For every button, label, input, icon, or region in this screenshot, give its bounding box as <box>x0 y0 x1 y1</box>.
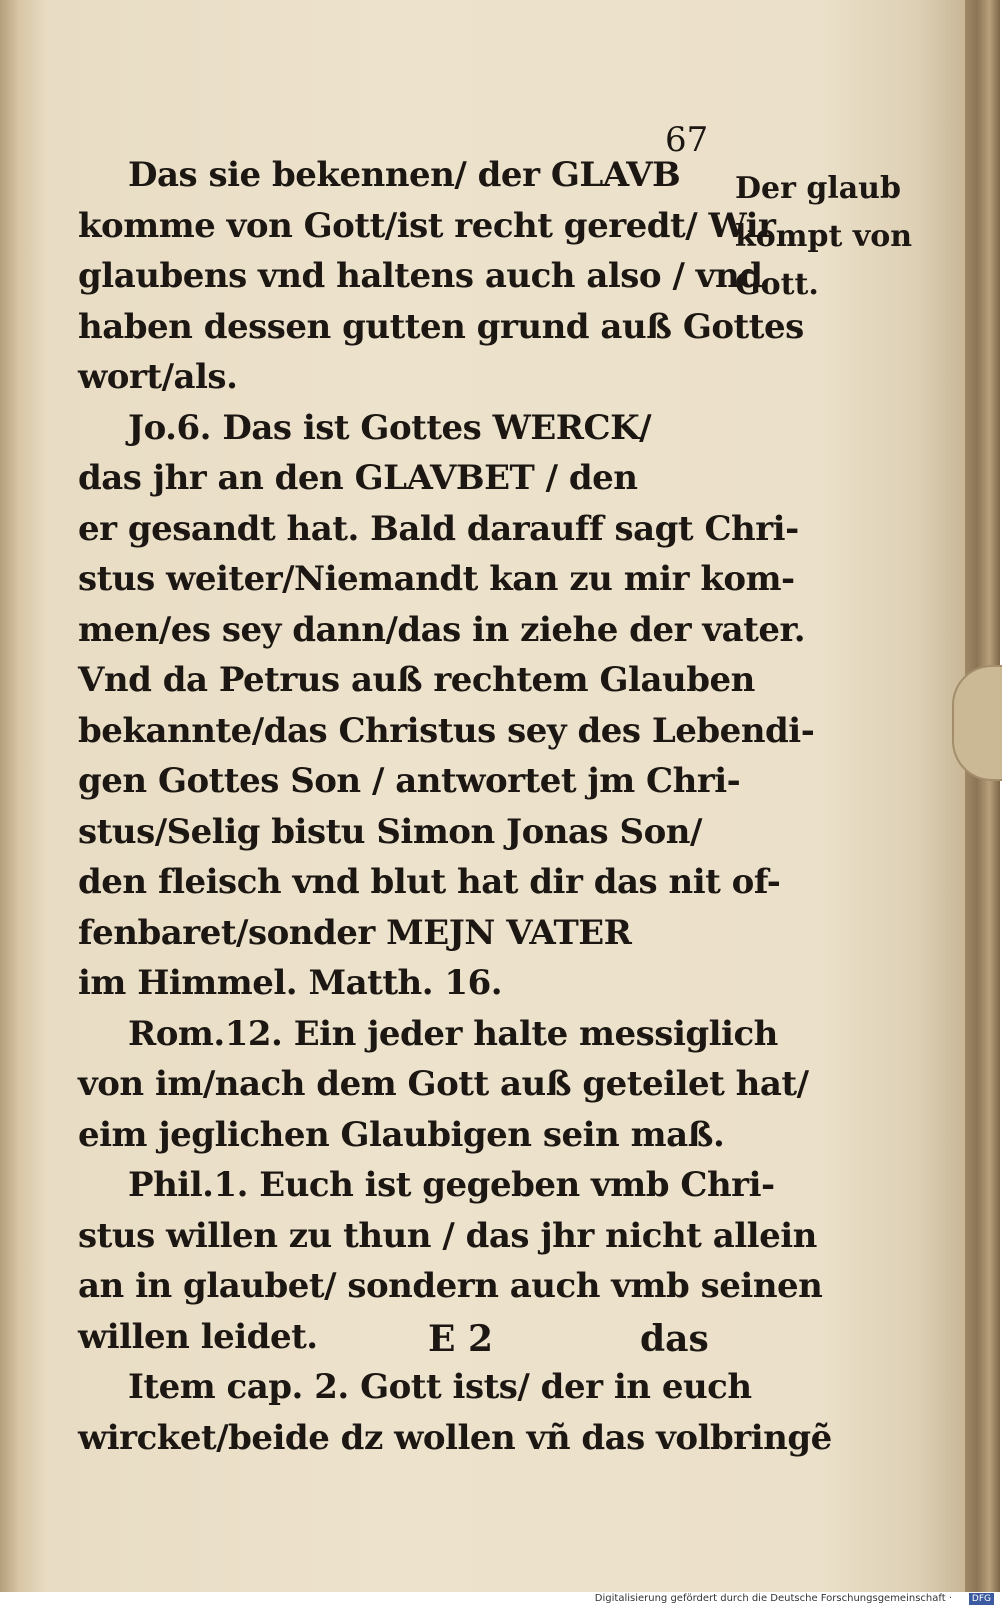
text-line: das jhr an den GLAVBET / den <box>78 458 638 498</box>
text-line: wircket/beide dz wollen vñ das volbringẽ <box>78 1417 832 1458</box>
text-line: haben dessen gutten grund auß Gottes <box>78 306 804 347</box>
text-line: gen Gottes Son / antwortet jm Chri- <box>78 761 741 801</box>
margin-note-line: Gott. <box>735 267 819 302</box>
text-line: Vnd da Petrus auß rechtem Glauben <box>78 660 755 700</box>
text-line: stus weiter/Niemandt kan zu mir kom- <box>78 559 795 599</box>
text-line: Item cap. 2. Gott ists/ der in euch <box>128 1367 752 1407</box>
text-line: fenbaret/sonder MEJN VATER <box>78 912 632 953</box>
text-line: Jo.6. Das ist Gottes WERCK/ <box>128 407 652 448</box>
text-line: im Himmel. Matth. 16. <box>78 963 503 1003</box>
page-number: 67 <box>665 120 709 160</box>
text-line: glaubens vnd haltens auch also / vnd <box>78 256 763 296</box>
text-line: willen leidet. <box>78 1316 318 1357</box>
text-line: men/es sey dann/das in ziehe der vater. <box>78 609 806 650</box>
page-edge <box>965 0 1000 1592</box>
text-line: wort/als. <box>78 357 238 397</box>
dfg-logo: DFG <box>969 1593 994 1605</box>
text-line: bekannte/das Christus sey des Lebendi- <box>78 710 815 751</box>
text-line: von im/nach dem Gott auß geteilet hat/ <box>78 1064 809 1104</box>
catchword: das <box>640 1318 709 1360</box>
text-line: eim jeglichen Glaubigen sein maß. <box>78 1114 725 1155</box>
text-line: an in glaubet/ sondern auch vmb seinen <box>78 1266 823 1306</box>
text-line: stus/Selig bistu Simon Jonas Son/ <box>78 811 702 852</box>
margin-note-line: Der glaub <box>735 171 901 206</box>
text-line: Das sie bekennen/ der GLAVB <box>128 155 681 195</box>
funding-credit: Digitalisierung gefördert durch die Deutsche Forschungsgemeinschaft · <box>594 1593 952 1604</box>
thumb-tab <box>952 665 1002 781</box>
text-line: den fleisch vnd blut hat dir das nit of- <box>78 862 781 902</box>
text-line: komme von Gott/ist recht geredt/ Wir <box>78 205 776 246</box>
text-line: Rom.12. Ein jeder halte messiglich <box>128 1013 778 1054</box>
margin-note-line: kompt von <box>735 219 913 254</box>
text-line: stus willen zu thun / das jhr nicht allein <box>78 1215 817 1256</box>
text-line: er gesandt hat. Bald darauff sagt Chri- <box>78 508 799 549</box>
signature-mark: E 2 <box>428 1318 494 1360</box>
text-line: Phil.1. Euch ist gegeben vmb Chri- <box>128 1165 775 1205</box>
